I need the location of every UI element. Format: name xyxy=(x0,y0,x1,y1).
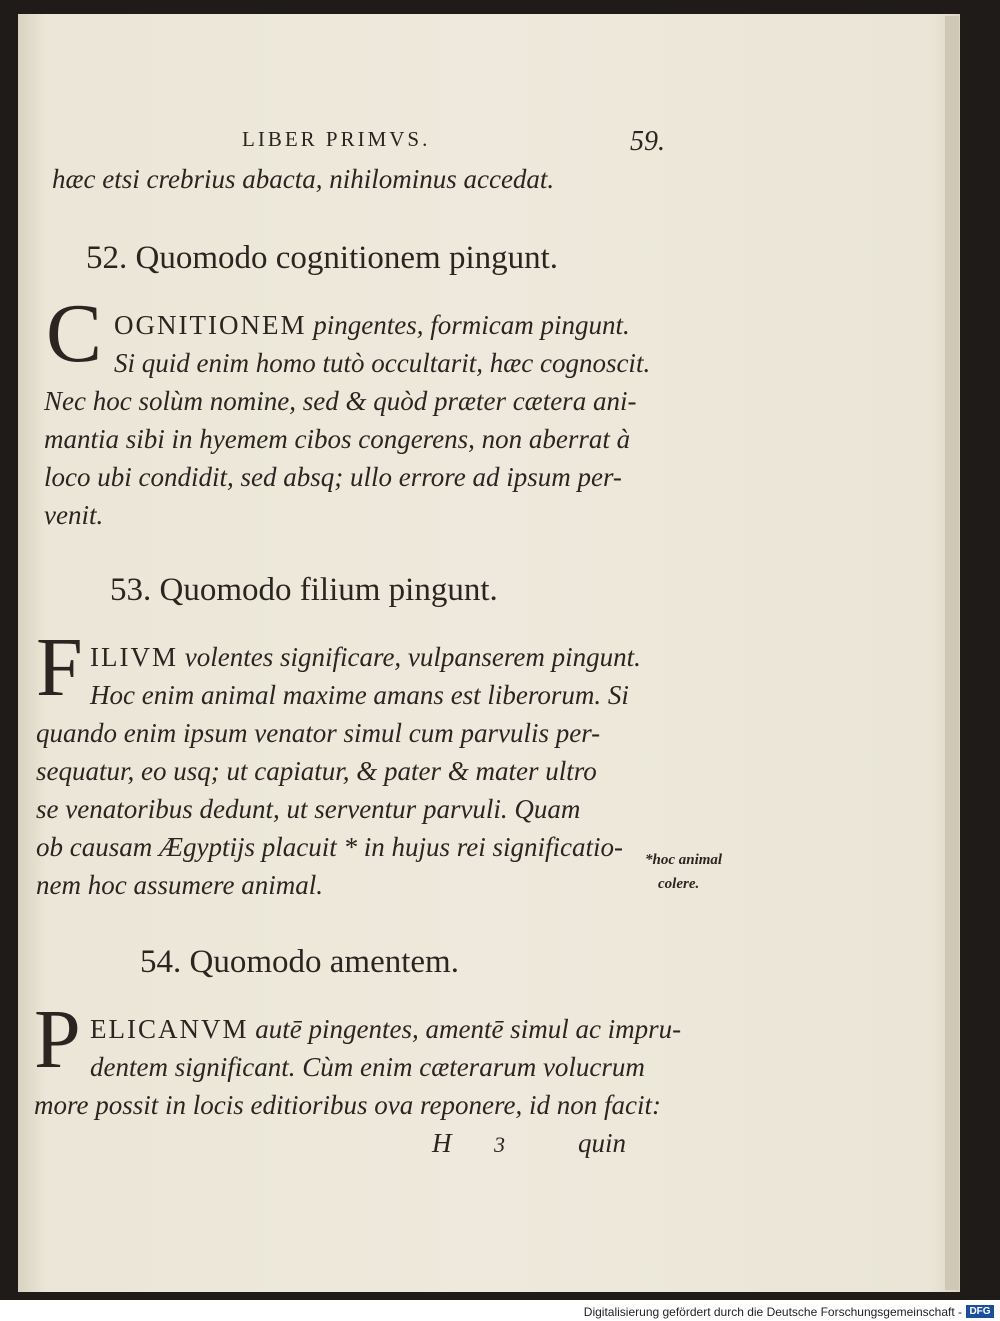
paragraph-line: more possit in locis editioribus ova reponere, id non facit: xyxy=(34,1090,661,1120)
paragraph-line: venit. xyxy=(44,500,104,530)
paragraph-line: dentem significant. Cùm enim cæterarum volucrum xyxy=(90,1052,645,1082)
drop-cap: C xyxy=(46,287,103,380)
page-edge xyxy=(945,16,959,1290)
drop-cap: F xyxy=(36,621,83,714)
marginal-note: colere. xyxy=(658,876,700,892)
paragraph-line: ILIVM volentes significare, vulpanserem pingunt. xyxy=(90,642,641,672)
paragraph-line: OGNITIONEM pingentes, formicam pingunt. xyxy=(114,310,630,340)
catchword: quin xyxy=(578,1128,627,1158)
footer-credit: Digitalisierung gefördert durch die Deutsche Forschungsgemeinschaft - xyxy=(583,1305,962,1319)
paragraph-line: Nec hoc solùm nomine, sed & quòd præter cætera ani- xyxy=(44,386,637,416)
signature-number: 3 xyxy=(494,1132,505,1157)
paragraph-line: mantia sibi in hyemem cibos congerens, non aberrat à xyxy=(44,424,631,454)
paragraph-line: quando enim ipsum venator simul cum parvulis per- xyxy=(36,718,601,748)
first-word: ILIVM xyxy=(90,642,178,672)
first-word: ELICANVM xyxy=(90,1014,249,1044)
paragraph-line: loco ubi condidit, sed absq; ullo errore ad ipsum per- xyxy=(44,462,622,492)
first-word: OGNITIONEM xyxy=(114,310,307,340)
paragraph-line: sequatur, eo usq; ut capiatur, & pater & mater ultro xyxy=(36,756,597,786)
page-number: 59. xyxy=(630,126,665,157)
carry-over-line: hæc etsi crebrius abacta, nihilominus accedat. xyxy=(52,164,555,194)
running-head: LIBER PRIMVS. xyxy=(242,127,431,151)
section-heading: 54. Quomodo amentem. xyxy=(140,944,459,980)
paragraph-line: ob causam Ægyptijs placuit * in hujus rei significatio- xyxy=(36,832,623,862)
paragraph-line: nem hoc assumere animal. xyxy=(36,870,323,900)
paragraph-line: se venatoribus dedunt, ut serventur parvuli. Quam xyxy=(36,794,581,824)
paragraph-line: Si quid enim homo tutò occultarit, hæc cognoscit. xyxy=(114,348,651,378)
digitization-footer xyxy=(0,1302,1000,1321)
drop-cap: P xyxy=(34,993,81,1086)
signature-mark: H xyxy=(432,1128,452,1158)
section-heading: 52. Quomodo cognitionem pingunt. xyxy=(86,240,559,276)
paragraph-line: Hoc enim animal maxime amans est liberorum. Si xyxy=(90,680,629,710)
dfg-logo-icon: DFG xyxy=(966,1305,994,1318)
paragraph-line: ELICANVM autē pingentes, amentē simul ac impru- xyxy=(90,1014,682,1044)
section-heading: 53. Quomodo filium pingunt. xyxy=(110,572,498,608)
marginal-note: *hoc animal xyxy=(645,852,723,868)
